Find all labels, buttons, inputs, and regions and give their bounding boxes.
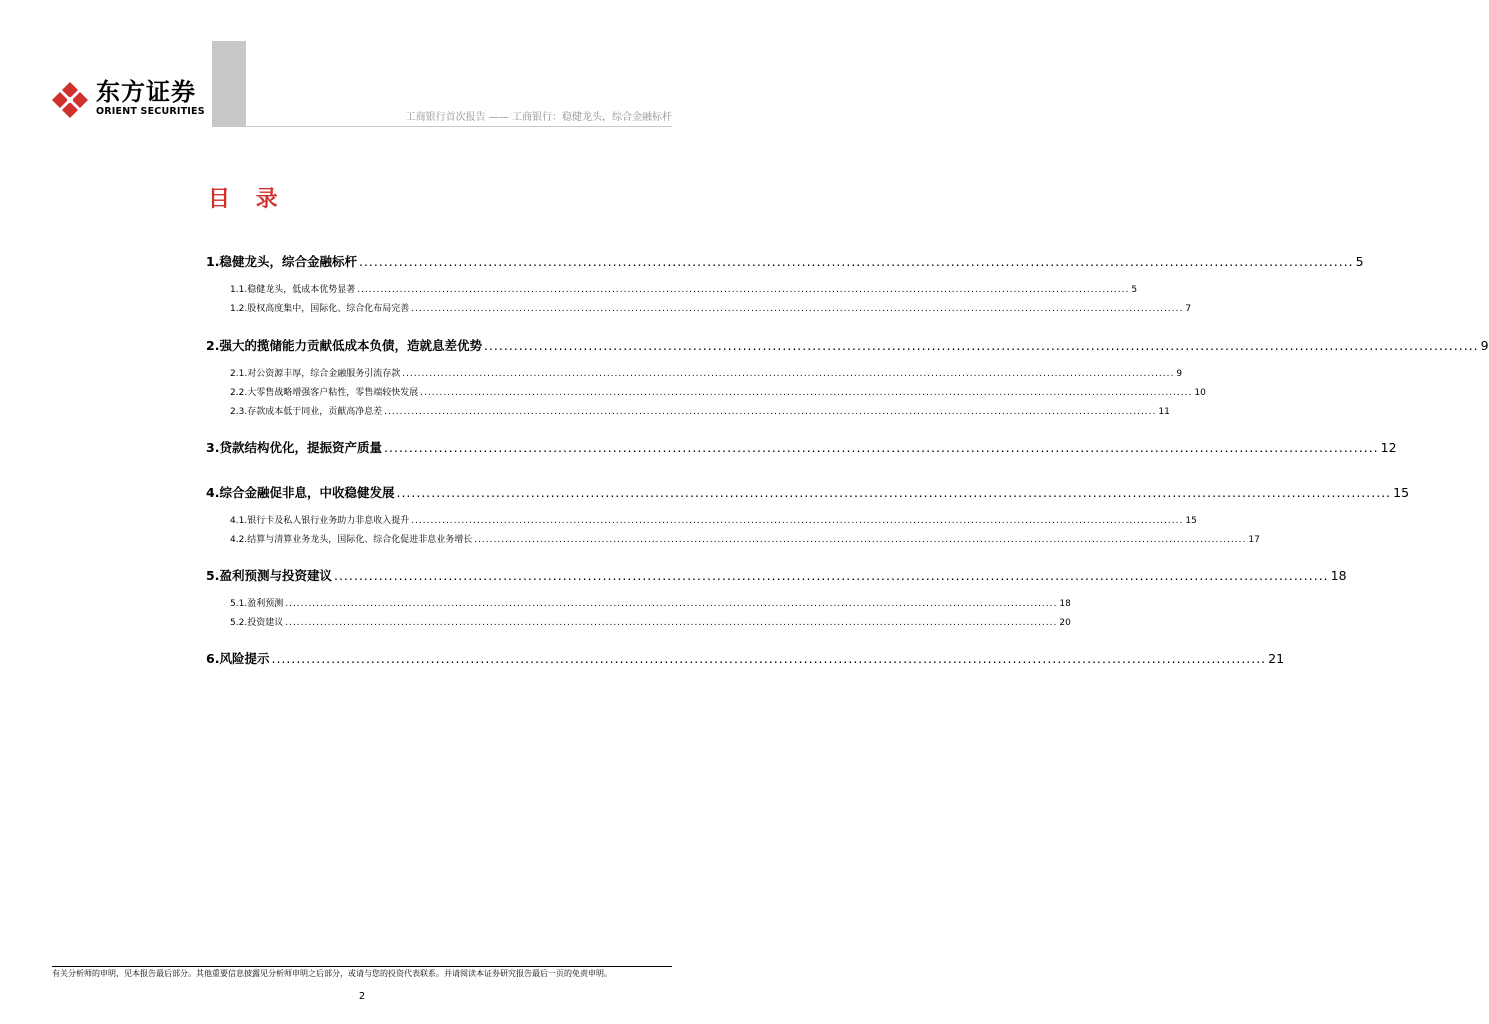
- logo-chinese-name: 东方证券: [96, 78, 196, 106]
- toc-entry[interactable]: [206, 567, 1347, 585]
- toc-leader-dots: ........................................................................................................................................................................................................: [333, 568, 1329, 583]
- toc-entry-text: 风险提示: [219, 651, 270, 666]
- toc-entry[interactable]: [206, 616, 1071, 630]
- toc-entry[interactable]: [206, 302, 1192, 316]
- toc-entry-page: 15: [1393, 485, 1410, 500]
- toc-entry-number: 4.: [206, 485, 220, 500]
- toc-entry[interactable]: [206, 386, 1206, 400]
- toc-entry-page: 18: [1330, 568, 1347, 583]
- toc-entry-text: 股权高度集中，国际化、综合化布局完善: [247, 304, 410, 314]
- header-divider: [246, 126, 672, 127]
- toc-entry-page: 9: [1176, 369, 1183, 379]
- toc-entry-page: 20: [1059, 618, 1071, 628]
- toc-entry-number: 4.1.: [230, 516, 248, 526]
- toc-leader-dots: ........................................................................................................................................................................................................: [483, 338, 1479, 353]
- report-title: 工商银行首次报告 —— 工商银行：稳健龙头，综合金融标杆: [405, 112, 672, 123]
- toc-leader-dots: ........................................................................................................................................................................................................: [411, 304, 1184, 314]
- toc-entry-page: 7: [1185, 304, 1192, 314]
- toc-entry[interactable]: [206, 283, 1138, 297]
- toc-entry-text: 稳健龙头，低成本优势显著: [247, 285, 356, 295]
- toc-entry[interactable]: [206, 597, 1071, 611]
- toc-entry-number: 5.1.: [230, 599, 248, 609]
- toc-entry-page: 5: [1355, 254, 1364, 269]
- toc-entry[interactable]: [206, 533, 1260, 547]
- toc-leader-dots: ........................................................................................................................................................................................................: [357, 285, 1130, 295]
- toc-entry[interactable]: [206, 253, 1364, 271]
- toc-entry-page: 12: [1380, 440, 1397, 455]
- toc-entry-text: 银行卡及私人银行业务助力非息收入提升: [247, 516, 410, 526]
- toc-entry[interactable]: [206, 514, 1197, 528]
- toc-entry-page: 5: [1131, 285, 1138, 295]
- toc-leader-dots: ........................................................................................................................................................................................................: [396, 485, 1392, 500]
- toc-entry-text: 结算与清算业务龙头，国际化、综合化促进非息业务增长: [247, 535, 473, 545]
- toc-entry-text: 贷款结构优化，提振资产质量: [219, 440, 382, 455]
- header-accent-bar: [212, 41, 246, 127]
- toc-entry[interactable]: [206, 484, 1410, 502]
- footer-divider: [52, 966, 672, 967]
- page-number: 2: [358, 991, 366, 1002]
- toc-leader-dots: ........................................................................................................................................................................................................: [402, 369, 1175, 379]
- toc-leader-dots: ........................................................................................................................................................................................................: [384, 407, 1157, 417]
- toc-leader-dots: ........................................................................................................................................................................................................: [285, 599, 1058, 609]
- toc-entry-number: 1.2.: [230, 304, 248, 314]
- toc-entry-page: 9: [1480, 338, 1489, 353]
- toc-entry-page: 21: [1268, 651, 1285, 666]
- toc-entry-number: 1.1.: [230, 285, 248, 295]
- footer-disclaimer: 有关分析师的申明，见本报告最后部分。其他重要信息披露见分析师申明之后部分，或请与您的投资代表联系。并请阅读本证券研究报告最后一页的免责申明。: [52, 969, 612, 978]
- toc-entry-number: 5.: [206, 568, 220, 583]
- toc-entry-page: 15: [1185, 516, 1197, 526]
- toc-entry[interactable]: [206, 650, 1285, 668]
- company-logo: [50, 78, 210, 122]
- toc-entry[interactable]: [206, 337, 1489, 355]
- toc-entry-page: 10: [1194, 388, 1206, 398]
- toc-entry[interactable]: [206, 367, 1183, 381]
- toc-entry-number: 5.2.: [230, 618, 248, 628]
- toc-leader-dots: ........................................................................................................................................................................................................: [358, 254, 1354, 269]
- toc-entry-text: 综合金融促非息，中收稳健发展: [219, 485, 395, 500]
- toc-entry-page: 11: [1158, 407, 1170, 417]
- toc-entry-number: 2.: [206, 338, 220, 353]
- toc-leader-dots: ........................................................................................................................................................................................................: [474, 535, 1247, 545]
- toc-entry-text: 盈利预测: [247, 599, 284, 609]
- toc-entry-page: 18: [1059, 599, 1071, 609]
- toc-entry-number: 2.1.: [230, 369, 248, 379]
- toc-leader-dots: ........................................................................................................................................................................................................: [420, 388, 1193, 398]
- orient-logo-icon: [50, 80, 90, 120]
- toc-entry-number: 4.2.: [230, 535, 248, 545]
- toc-entry-number: 3.: [206, 440, 220, 455]
- toc-leader-dots: ........................................................................................................................................................................................................: [411, 516, 1184, 526]
- toc-entry-number: 2.3.: [230, 407, 248, 417]
- toc-entry-number: 2.2.: [230, 388, 248, 398]
- toc-entry-page: 17: [1248, 535, 1260, 545]
- toc-entry-text: 强大的揽储能力贡献低成本负债，造就息差优势: [219, 338, 482, 353]
- toc-leader-dots: ........................................................................................................................................................................................................: [271, 651, 1267, 666]
- toc-entry[interactable]: [206, 439, 1397, 457]
- toc-entry-text: 大零售战略增强客户粘性，零售端较快发展: [247, 388, 419, 398]
- toc-entry-text: 盈利预测与投资建议: [219, 568, 332, 583]
- toc-entry-number: 6.: [206, 651, 220, 666]
- toc-entry-text: 对公资源丰厚，综合金融服务引流存款: [247, 369, 401, 379]
- toc-title: 目 录: [208, 187, 287, 212]
- logo-english-name: ORIENT SECURITIES: [96, 106, 205, 117]
- toc-entry-text: 存款成本低于同业，贡献高净息差: [247, 407, 383, 417]
- toc-leader-dots: ........................................................................................................................................................................................................: [285, 618, 1058, 628]
- toc-leader-dots: ........................................................................................................................................................................................................: [383, 440, 1379, 455]
- toc-entry-number: 1.: [206, 254, 220, 269]
- toc-entry[interactable]: [206, 405, 1170, 419]
- toc-entry-text: 投资建议: [247, 618, 284, 628]
- toc-entry-text: 稳健龙头，综合金融标杆: [219, 254, 357, 269]
